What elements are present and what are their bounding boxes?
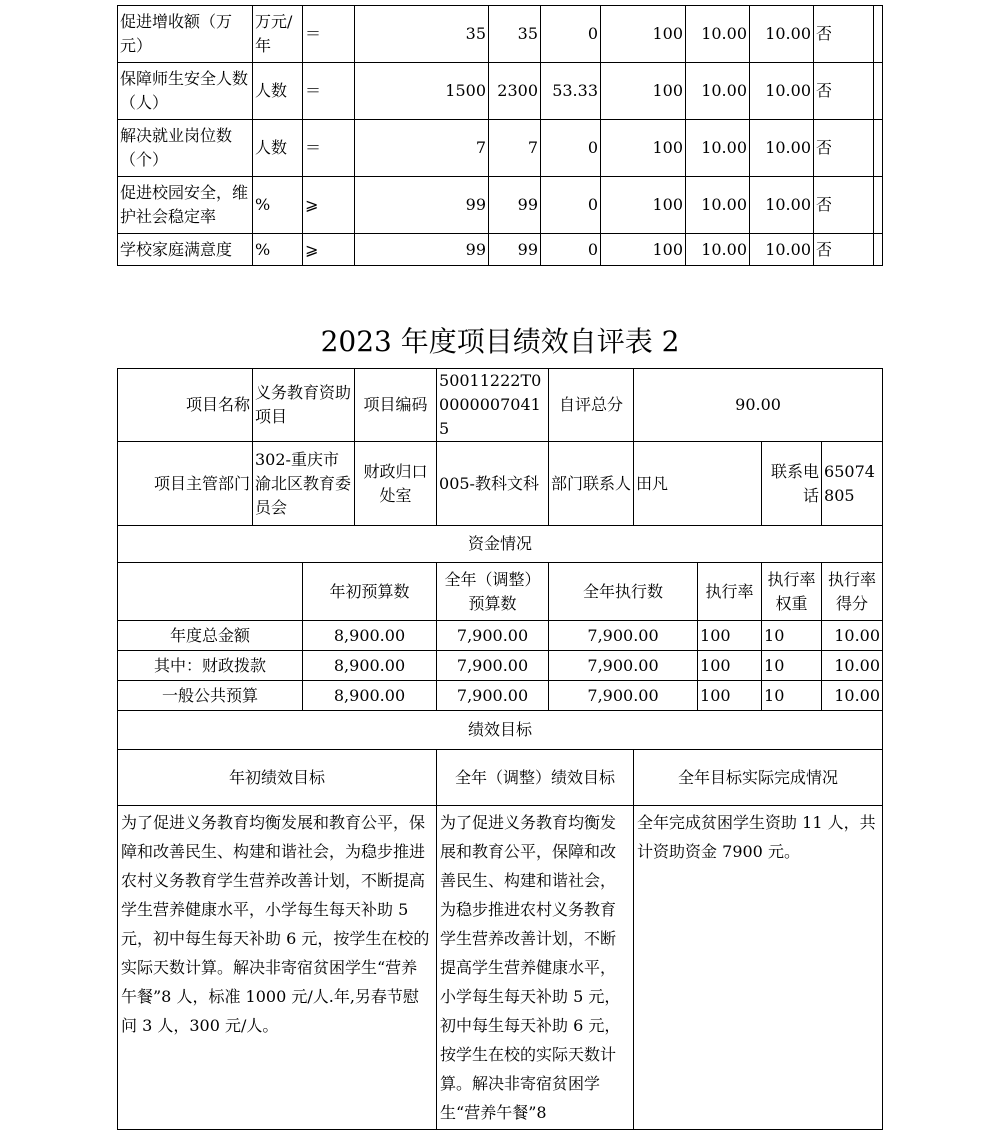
finance-value: 005-教科文科 xyxy=(437,442,549,526)
table-row xyxy=(118,177,883,234)
indicator-actual: 2300 xyxy=(489,63,541,120)
project-name-label: 项目名称 xyxy=(118,369,253,442)
goals-header-actual: 全年目标实际完成情况 xyxy=(634,750,883,806)
funds-row-executed: 7,900.00 xyxy=(549,621,698,651)
goals-header-initial: 年初绩效目标 xyxy=(118,750,437,806)
indicator-deviation: 53.33 xyxy=(541,63,601,120)
indicator-flag: 否 xyxy=(814,120,874,177)
funds-row-rate: 100 xyxy=(698,651,762,681)
table-row xyxy=(118,63,883,120)
indicator-score: 10.00 xyxy=(750,177,814,234)
indicator-weight: 10.00 xyxy=(686,177,750,234)
indicator-actual: 35 xyxy=(489,6,541,63)
indicator-weight: 10.00 xyxy=(686,6,750,63)
funds-row-rate: 100 xyxy=(698,621,762,651)
funds-row-score: 10.00 xyxy=(822,621,883,651)
funds-header-weight: 执行率权重 xyxy=(762,563,822,621)
indicator-rate: 100 xyxy=(601,6,686,63)
table-row xyxy=(118,234,883,266)
indicator-name: 学校家庭满意度 xyxy=(118,234,253,266)
project-code-value: 50011222T000000070415 xyxy=(437,369,549,442)
finance-label: 财政归口处室 xyxy=(355,442,437,526)
dept-label: 项目主管部门 xyxy=(118,442,253,526)
indicator-operator: ⩾ xyxy=(303,177,355,234)
goals-actual-text: 全年完成贫困学生资助 11 人，共计资助资金 7900 元。 xyxy=(634,806,883,1130)
indicator-deviation: 0 xyxy=(541,234,601,266)
project-name-value: 义务教育资助项目 xyxy=(253,369,355,442)
funds-row-score: 10.00 xyxy=(822,651,883,681)
dept-value: 302-重庆市渝北区教育委员会 xyxy=(253,442,355,526)
indicator-score: 10.00 xyxy=(750,63,814,120)
indicator-weight: 10.00 xyxy=(686,234,750,266)
indicator-rate: 100 xyxy=(601,234,686,266)
funds-row-budget: 8,900.00 xyxy=(303,621,437,651)
phone-value: 65074805 xyxy=(822,442,883,526)
contact-value: 田凡 xyxy=(634,442,762,526)
goals-initial-text: 为了促进义务教育均衡发展和教育公平，保障和改善民生、构建和谐社会，为稳步推进农村义务教育学生营养改善计划，不断提高学生营养健康水平，小学每生每天补助 5 元，初中每生每天补助 6 元，按学生在校的实际天数计算。解决非寄宿贫困学生“营养午餐”8 人，标准 1000 元/人.年,另春节慰问 3 人，300 元/人。 xyxy=(118,806,437,1130)
indicator-target: 7 xyxy=(355,120,489,177)
score-label: 自评总分 xyxy=(549,369,634,442)
project-table xyxy=(117,368,883,1130)
funds-row-score: 10.00 xyxy=(822,681,883,711)
indicator-deviation: 0 xyxy=(541,120,601,177)
indicator-actual: 7 xyxy=(489,120,541,177)
contact-label: 部门联系人 xyxy=(549,442,634,526)
indicator-operator: ＝ xyxy=(303,6,355,63)
indicator-score: 10.00 xyxy=(750,234,814,266)
indicator-unit: 人数 xyxy=(253,120,303,177)
funds-row-adjusted: 7,900.00 xyxy=(437,651,549,681)
goals-section-label: 绩效目标 xyxy=(118,711,883,750)
indicator-deviation: 0 xyxy=(541,6,601,63)
funds-header-score: 执行率得分 xyxy=(822,563,883,621)
funds-row-executed: 7,900.00 xyxy=(549,681,698,711)
indicator-name: 保障师生安全人数（人） xyxy=(118,63,253,120)
funds-header-rate: 执行率 xyxy=(698,563,762,621)
funds-row-weight: 10 xyxy=(762,651,822,681)
indicator-operator: ⩾ xyxy=(303,234,355,266)
indicator-weight: 10.00 xyxy=(686,63,750,120)
indicator-actual: 99 xyxy=(489,234,541,266)
funds-row-weight: 10 xyxy=(762,681,822,711)
phone-label: 联系电话 xyxy=(762,442,822,526)
funds-row-rate: 100 xyxy=(698,681,762,711)
indicator-weight: 10.00 xyxy=(686,120,750,177)
funds-row-adjusted: 7,900.00 xyxy=(437,621,549,651)
indicator-remark xyxy=(874,234,883,266)
indicator-operator: ＝ xyxy=(303,120,355,177)
indicator-name: 促进校园安全，维护社会稳定率 xyxy=(118,177,253,234)
funds-header-executed: 全年执行数 xyxy=(549,563,698,621)
funds-header-adjusted: 全年（调整）预算数 xyxy=(437,563,549,621)
indicator-target: 99 xyxy=(355,177,489,234)
funds-header-blank xyxy=(118,563,303,621)
goals-adjusted-text: 为了促进义务教育均衡发展和教育公平，保障和改善民生、构建和谐社会， 为稳步推进农村义务教育学生营养改善计划，不断提高学生营养健康水平，小学每生每天补助 5 元，初中每生每天补助 6 元，按学生在校的实际天数计算。解决非寄宿贫困学生“营养午餐”8 xyxy=(437,806,634,1130)
indicator-name: 解决就业岗位数（个） xyxy=(118,120,253,177)
indicator-table xyxy=(117,5,883,266)
page-title: 2023 年度项目绩效自评表 2 xyxy=(320,325,680,358)
indicator-flag: 否 xyxy=(814,234,874,266)
indicator-name: 促进增收额（万元） xyxy=(118,6,253,63)
funds-row-weight: 10 xyxy=(762,621,822,651)
funds-row-adjusted: 7,900.00 xyxy=(437,681,549,711)
indicator-target: 35 xyxy=(355,6,489,63)
indicator-remark xyxy=(874,6,883,63)
funds-row-executed: 7,900.00 xyxy=(549,651,698,681)
funds-row-label: 其中：财政拨款 xyxy=(118,651,303,681)
indicator-remark xyxy=(874,63,883,120)
score-value: 90.00 xyxy=(634,369,883,442)
indicator-score: 10.00 xyxy=(750,6,814,63)
indicator-flag: 否 xyxy=(814,177,874,234)
indicator-target: 1500 xyxy=(355,63,489,120)
funds-row-budget: 8,900.00 xyxy=(303,681,437,711)
indicator-flag: 否 xyxy=(814,63,874,120)
project-code-label: 项目编码 xyxy=(355,369,437,442)
table-row xyxy=(118,120,883,177)
indicator-operator: ＝ xyxy=(303,63,355,120)
indicator-rate: 100 xyxy=(601,120,686,177)
goals-header-adjusted: 全年（调整）绩效目标 xyxy=(437,750,634,806)
funds-row-budget: 8,900.00 xyxy=(303,651,437,681)
indicator-target: 99 xyxy=(355,234,489,266)
funds-row-label: 一般公共预算 xyxy=(118,681,303,711)
funds-header-budget: 年初预算数 xyxy=(303,563,437,621)
indicator-rate: 100 xyxy=(601,63,686,120)
indicator-score: 10.00 xyxy=(750,120,814,177)
table-row xyxy=(118,6,883,63)
indicator-unit: % xyxy=(253,177,303,234)
indicator-deviation: 0 xyxy=(541,177,601,234)
indicator-unit: 人数 xyxy=(253,63,303,120)
funds-row-label: 年度总金额 xyxy=(118,621,303,651)
indicator-remark xyxy=(874,177,883,234)
indicator-rate: 100 xyxy=(601,177,686,234)
indicator-remark xyxy=(874,120,883,177)
indicator-unit: % xyxy=(253,234,303,266)
indicator-flag: 否 xyxy=(814,6,874,63)
funds-section-label: 资金情况 xyxy=(118,526,883,563)
indicator-actual: 99 xyxy=(489,177,541,234)
indicator-unit: 万元/年 xyxy=(253,6,303,63)
